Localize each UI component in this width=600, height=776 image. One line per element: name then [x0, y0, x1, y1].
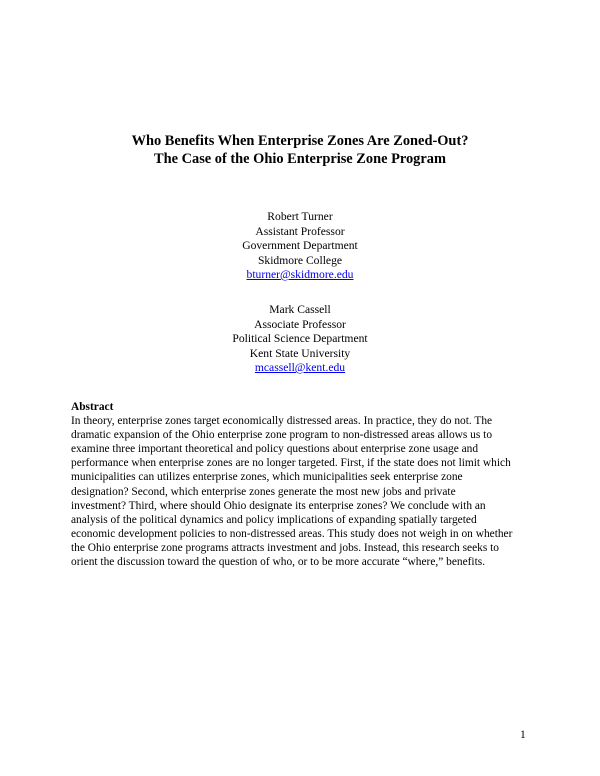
abstract-line: investment? Third, where should Ohio designate its enterprise zones? We conclude with an: [71, 499, 486, 512]
abstract-line: performance when enterprise zones are no longer targeted. First, if the state does not limit which: [71, 457, 511, 470]
abstract-line: examine three important theoretical and policy questions about enterprise zone usage and: [71, 443, 479, 456]
abstract-line: orient the discussion toward the question of who, or to be more accurate “where,” benefits.: [71, 556, 486, 569]
author-department: Political Science Department: [232, 332, 368, 345]
abstract-line: municipalities can utilizes enterprise zones, which municipalities seek enterprise zone: [71, 471, 463, 484]
page-number: 1: [520, 729, 526, 741]
author-name: Mark Cassell: [269, 303, 331, 316]
title-line-2: The Case of the Ohio Enterprise Zone Program: [154, 151, 446, 167]
abstract-section: [71, 400, 531, 569]
abstract-line: designation? Second, which enterprise zones generate the most new jobs and private: [71, 485, 456, 498]
author-block-2: [0, 303, 600, 376]
author-position: Associate Professor: [254, 317, 346, 331]
author-department: Government Department: [242, 239, 358, 252]
title-line-1: Who Benefits When Enterprise Zones Are Zoned-Out?: [131, 133, 469, 149]
paper-title: [0, 132, 600, 168]
author-block-1: [0, 210, 600, 283]
abstract-line: the Ohio enterprise zone programs attracts investment and jobs. Instead, this research seeks to: [71, 541, 499, 554]
author-institution: Skidmore College: [257, 253, 343, 267]
abstract-line: analysis of the political dynamics and policy implications of expanding spatially targeted: [71, 513, 477, 526]
abstract-line: In theory, enterprise zones target economically distressed areas. In practice, they do not. The: [71, 415, 493, 428]
abstract-line: dramatic expansion of the Ohio enterprise zone program to non-distressed areas allows us to: [71, 429, 493, 442]
abstract-heading: Abstract: [71, 401, 114, 413]
author-position: Assistant Professor: [255, 224, 345, 238]
abstract-line: economic development policies to non-distressed areas. This study does not weigh in on whether: [71, 527, 513, 540]
author-institution: Kent State University: [249, 346, 351, 360]
author-email-link[interactable]: bturner@skidmore.edu: [246, 268, 354, 281]
author-email-link[interactable]: mcassell@kent.edu: [254, 361, 346, 374]
author-name: Robert Turner: [267, 210, 333, 223]
